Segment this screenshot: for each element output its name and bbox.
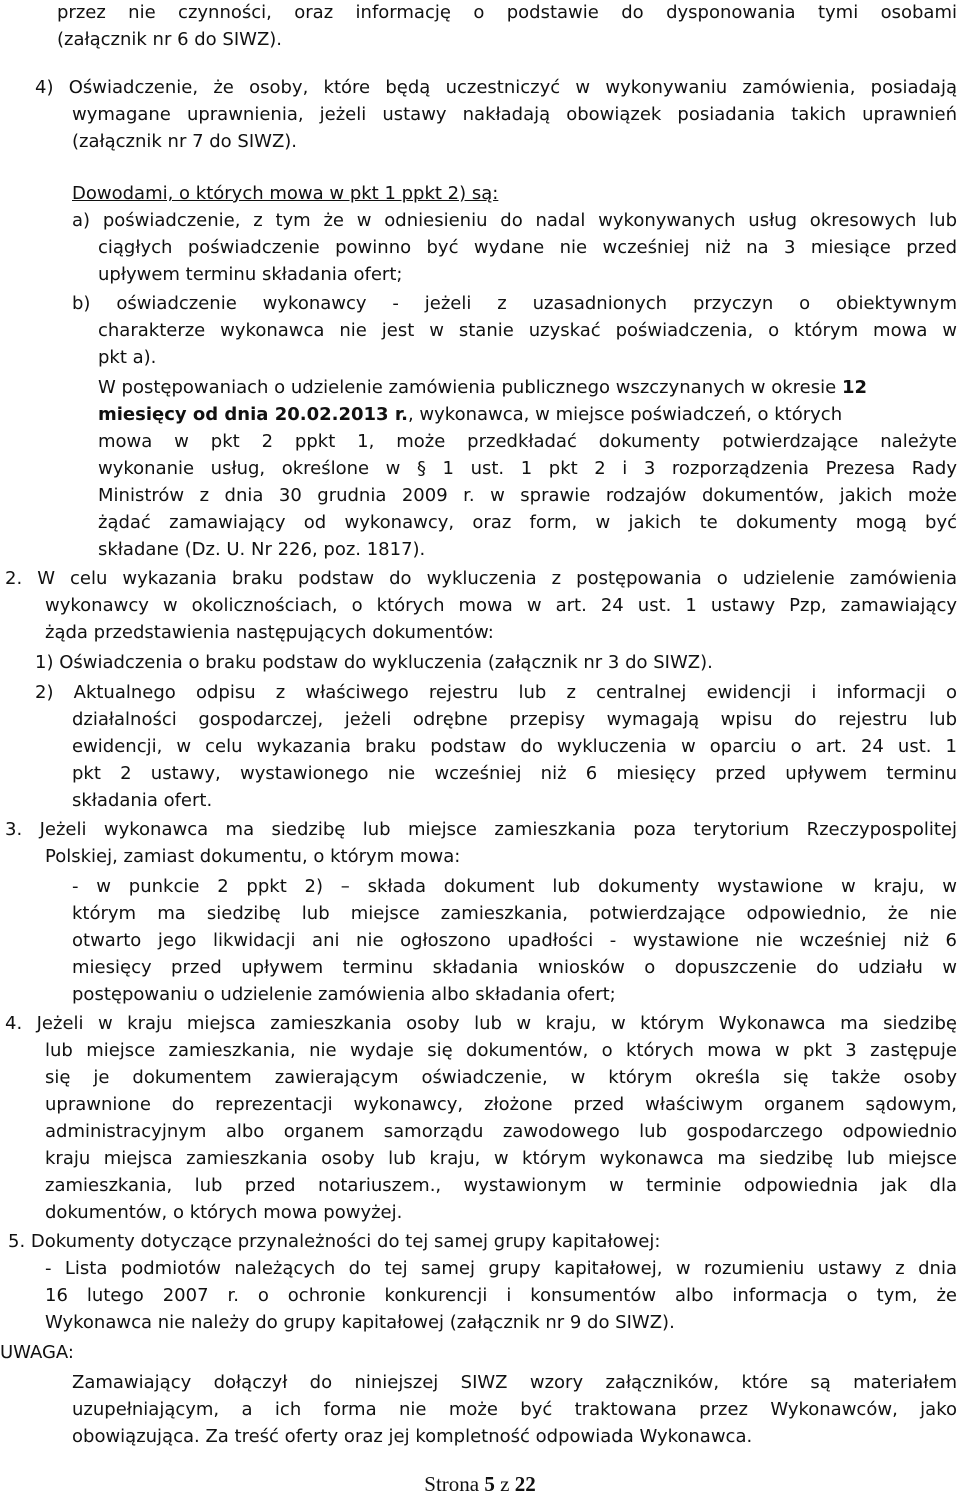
text-line: pkt a). (98, 347, 157, 368)
text-line: wykonanie usług, określone w § 1 ust. 1 pkt 2 i 3 rozporządzenia Prezesa Rady (98, 458, 957, 479)
text-line: postępowaniu o udzielenie zamówienia albo składania ofert; (72, 984, 616, 1005)
text-line: żąda przedstawienia następujących dokumentów: (45, 622, 494, 643)
list-item-2b: 2) Aktualnego odpisu z właściwego rejestru lub z centralnej ewidencji i informacji o (35, 682, 957, 703)
text-line: uzupełniającym, a ich forma nie może być traktowana przez Wykonawców, jako (72, 1399, 957, 1420)
list-item-1: 1) Oświadczenia o braku podstaw do wykluczenia (załącznik nr 3 do SIWZ). (35, 652, 713, 673)
list-item-2: 2. W celu wykazania braku podstaw do wykluczenia z postępowania o udzielenie zamówienia (5, 568, 957, 589)
text-line: 16 lutego 2007 r. o ochronie konkurencji i konsumentów albo informacja o tym, że (45, 1285, 957, 1306)
text-line: - Lista podmiotów należących do tej samej grupy kapitałowej, w rozumieniu ustawy z dnia (45, 1258, 957, 1279)
text-line: Ministrów z dnia 30 grudnia 2009 r. w sprawie rodzajów dokumentów, jakich może (98, 485, 957, 506)
text-line: obowiązująca. Za treść oferty oraz jej kompletność odpowiada Wykonawca. (72, 1426, 753, 1447)
list-item-b: b) oświadczenie wykonawcy - jeżeli z uzasadnionych przyczyn o obiektywnym (72, 293, 957, 314)
list-item-4: 4) Oświadczenie, że osoby, które będą uczestniczyć w wykonywaniu zamówienia, posiadają (35, 77, 957, 98)
text-line: przez nie czynności, oraz informację o podstawie do dysponowania tymi osobami (57, 2, 957, 23)
text-line: charakterze wykonawca nie jest w stanie uzyskać poświadczenia, o którym mowa w (98, 320, 957, 341)
bold-span: 12 (841, 377, 867, 398)
section-heading: Dowodami, o których mowa w pkt 1 ppkt 2) są: (72, 183, 499, 204)
text-line: uprawnione do reprezentacji wykonawcy, złożone przed właściwym organem sądowym, (45, 1094, 957, 1115)
text-line: działalności gospodarczej, jeżeli odrębne przepisy wymagają wpisu do rejestru lub (72, 709, 957, 730)
page-of: z (500, 1472, 510, 1496)
text-line: - w punkcie 2 ppkt 2) – składa dokument lub dokumenty wystawione w kraju, w (72, 876, 957, 897)
text-line: żądać zamawiający od wykonawcy, oraz form, w jakich te dokumenty mogą być (98, 512, 957, 533)
text-line: mowa w pkt 2 ppkt 1, może przedkładać dokumenty potwierdzające należyte (98, 431, 957, 452)
text-line: (załącznik nr 7 do SIWZ). (72, 131, 298, 152)
text-line: wymagane uprawnienia, jeżeli ustawy nakładają obowiązek posiadania takich uprawnień (72, 104, 957, 125)
text-line: zamieszkania, lub przed notariuszem., wystawionym w terminie odpowiednia jak dla (45, 1175, 957, 1196)
text-line: upływem terminu składania ofert; (98, 264, 403, 285)
text-line: Wykonawca nie należy do grupy kapitałowej (załącznik nr 9 do SIWZ). (45, 1312, 675, 1333)
text-line: (załącznik nr 6 do SIWZ). (57, 29, 283, 50)
text-line: ewidencji, w celu wykazania braku podstaw do wykluczenia w oparciu o art. 24 ust. 1 (72, 736, 957, 757)
text-line: pkt 2 ustawy, wystawionego nie wcześniej niż 6 miesięcy przed upływem terminu (72, 763, 957, 784)
text-span: W postępowaniach o udzielenie zamówienia publicznego wszczynanych w okresie (98, 377, 842, 398)
text-line: składane (Dz. U. Nr 226, poz. 1817). (98, 539, 426, 560)
text-line: lub miejsce zamieszkania, nie wydaje się dokumentów, o których mowa w pkt 3 zastępuje (45, 1040, 957, 1061)
text-line: dokumentów, o których mowa powyżej. (45, 1202, 403, 1223)
text-line: ciągłych poświadczenie powinno być wydane nie wcześniej niż na 3 miesiące przed (98, 237, 957, 258)
text-line: kraju miejsca zamieszkania osoby lub kraju, w którym wykonawca ma siedzibę lub miejsce (45, 1148, 957, 1169)
text-line: miesięcy przed upływem terminu składania wniosków o dopuszczenie do udziału w (72, 957, 957, 978)
text-span: , wykonawca, w miejsce poświadczeń, o których (407, 404, 843, 425)
text-line (98, 375, 957, 401)
note-heading: UWAGA: (0, 1342, 74, 1363)
text-line: otwarto jego likwidacji ani nie ogłoszono upadłości - wystawione nie wcześniej niż 6 (72, 930, 957, 951)
page-label: Strona (424, 1472, 480, 1496)
text-line: składania ofert. (72, 790, 213, 811)
bold-date: miesięcy od dnia 20.02.2013 r. (98, 404, 408, 425)
text-line: Zamawiający dołączył do niniejszej SIWZ wzory załączników, które są materiałem (72, 1372, 957, 1393)
list-item-4b: 4. Jeżeli w kraju miejsca zamieszkania osoby lub w kraju, w którym Wykonawca ma siedzibę (5, 1013, 957, 1034)
list-item-3: 3. Jeżeli wykonawca ma siedzibę lub miejsce zamieszkania poza terytorium Rzeczypospolitej (5, 819, 957, 840)
list-item-5: 5. Dokumenty dotyczące przynależności do tej samej grupy kapitałowej: (8, 1231, 661, 1252)
text-line (98, 402, 842, 428)
list-item-a: a) poświadczenie, z tym że w odniesieniu do nadal wykonywanych usług okresowych lub (72, 210, 957, 231)
page-footer (0, 1472, 960, 1497)
text-line: którym ma siedzibę lub miejsce zamieszkania, potwierdzające odpowiednio, że nie (72, 903, 957, 924)
text-line: się je dokumentem zawierającym oświadczenie, w którym określa się także osoby (45, 1067, 957, 1088)
text-line: administracyjnym albo organem samorządu zawodowego lub gospodarczego odpowiednio (45, 1121, 957, 1142)
text-line: wykonawcy w okolicznościach, o których mowa w art. 24 ust. 1 ustawy Pzp, zamawiający (45, 595, 957, 616)
page-total: 22 (514, 1472, 536, 1496)
page-number: 5 (484, 1472, 495, 1496)
text-line: Polskiej, zamiast dokumentu, o którym mowa: (45, 846, 461, 867)
